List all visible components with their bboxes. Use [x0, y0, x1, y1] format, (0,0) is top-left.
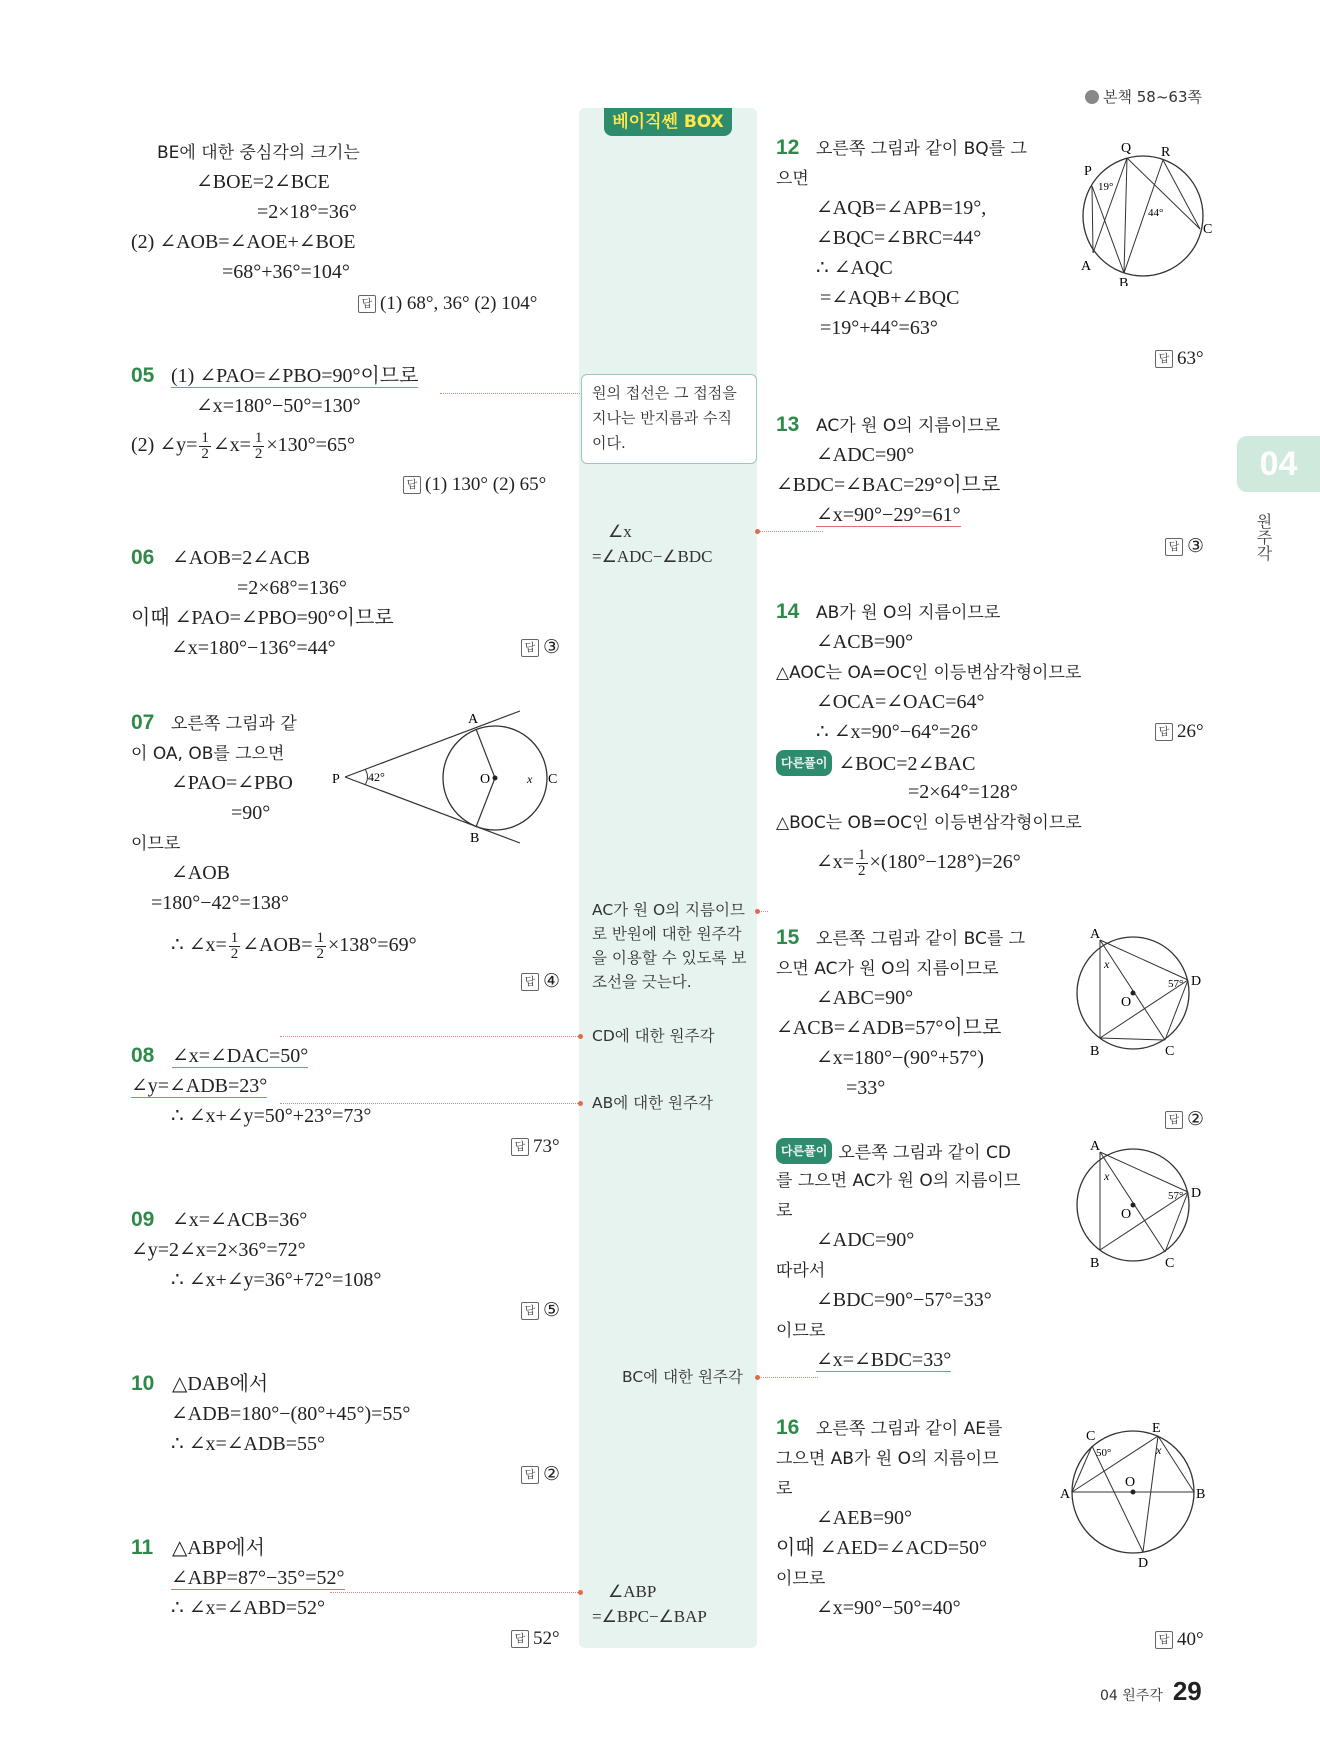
footer — [1100, 1676, 1202, 1707]
p11-line1: △ABP에서 — [172, 1537, 265, 1559]
p14-line5: ∴ ∠x=90°−64°=26° — [816, 721, 979, 743]
figure-12 — [1075, 136, 1215, 286]
p06-line3: 이때 ∠PAO=∠PBO=90°이므로 — [131, 607, 394, 629]
svg-text:A: A — [1081, 259, 1092, 274]
figure-15-alt — [1070, 1138, 1220, 1268]
p15-line5: ∠x=180°−(90°+57°) — [816, 1047, 984, 1069]
svg-text:57°: 57° — [1168, 978, 1184, 990]
p04-line4: (2) ∠AOB=∠AOE+∠BOE — [131, 231, 356, 253]
svg-text:A: A — [468, 712, 479, 727]
p15-line6: =33° — [846, 1077, 886, 1099]
svg-text:x: x — [1104, 957, 1110, 971]
p07-line4: =90° — [231, 802, 271, 824]
svg-text:C: C — [1165, 1256, 1175, 1268]
p09-line2: ∠y=2∠x=2×36°=72° — [131, 1239, 306, 1261]
figure-15 — [1070, 928, 1220, 1058]
p15b-line5: 따라서 — [776, 1261, 826, 1281]
answer-05: 답 (1) 130° (2) 65° — [403, 473, 546, 497]
answer-06: 답 ③ — [521, 636, 560, 660]
p05-line1: (1) ∠PAO=∠PBO=90°이므로 — [171, 365, 419, 387]
p15b-line4: ∠ADC=90° — [816, 1229, 915, 1251]
p15b-line6: ∠BDC=90°−57°=33° — [816, 1289, 992, 1311]
problem-number-11: 11 — [131, 1536, 154, 1559]
answer-15: 답 ② — [1165, 1108, 1204, 1132]
svg-text:x: x — [1156, 1443, 1162, 1457]
note-1b: =∠ADC−∠BDC — [592, 547, 713, 566]
answer-11: 답 52° — [511, 1627, 560, 1651]
svg-text:A: A — [1090, 1139, 1101, 1154]
problem-number-09: 09 — [131, 1208, 155, 1231]
problem-number-05: 05 — [131, 364, 155, 387]
connector-08a — [280, 1036, 580, 1037]
svg-text:R: R — [1161, 145, 1171, 160]
p13-line2: ∠ADC=90° — [816, 444, 915, 466]
svg-text:x: x — [527, 772, 533, 786]
svg-text:A: A — [1090, 928, 1101, 942]
svg-text:50°: 50° — [1096, 1447, 1112, 1459]
alt-solution-badge: 다른풀이 — [776, 750, 832, 776]
svg-text:D: D — [1138, 1556, 1149, 1568]
p07-line6: ∠AOB — [171, 862, 230, 884]
problem-number-16: 16 — [776, 1416, 800, 1439]
p10-line1: △DAB에서 — [172, 1373, 269, 1395]
p12-line3: ∠AQB=∠APB=19°, — [816, 197, 987, 219]
p15-line2: 으면 AC가 원 O의 지름이므로 — [776, 959, 999, 979]
p05-line2: ∠x=180°−50°=130° — [196, 395, 361, 417]
p13-line1: AC가 원 O의 지름이므로 — [816, 416, 1001, 436]
p10-line2: ∠ADB=180°−(80°+45°)=55° — [171, 1403, 411, 1425]
p15b-line3: 로 — [776, 1201, 793, 1221]
answer-04: 답 (1) 68°, 36° (2) 104° — [358, 292, 537, 316]
svg-text:B: B — [1119, 276, 1129, 286]
p15b-line7: 이므로 — [776, 1321, 826, 1341]
p14-line3: △AOC는 OA=OC인 이등변삼각형이므로 — [776, 663, 1082, 683]
note-5: BC에 대한 원주각 — [622, 1368, 743, 1386]
p16-line2: 그으면 AB가 원 O의 지름이므 — [776, 1449, 999, 1469]
p12-line4: ∠BQC=∠BRC=44° — [816, 227, 982, 249]
connector-dot — [755, 909, 760, 914]
problem-number-12: 12 — [776, 136, 800, 159]
svg-text:O: O — [1121, 1207, 1132, 1222]
p12-line6: =∠AQB+∠BQC — [820, 287, 960, 309]
connector-11 — [330, 1592, 580, 1593]
p07-line3: ∠PAO=∠PBO — [171, 772, 293, 794]
svg-text:D: D — [1191, 974, 1202, 989]
problem-number-14: 14 — [776, 600, 800, 623]
svg-text:D: D — [1191, 1186, 1202, 1201]
p14-line8: △BOC는 OB=OC인 이등변삼각형이므로 — [776, 813, 1082, 833]
p14-line9: ∠x= $\frac{1}{2}$ ×(180°−128°)=26° — [816, 847, 1021, 879]
svg-text:P: P — [1084, 164, 1092, 179]
connector-dot — [755, 529, 760, 534]
note-6a: ∠ABP — [608, 1582, 657, 1601]
p07-line5: 이므로 — [131, 834, 181, 854]
svg-text:E: E — [1152, 1421, 1161, 1436]
p14-line7: =2×64°=128° — [908, 781, 1018, 803]
answer-12: 답 63° — [1155, 347, 1204, 371]
svg-text:C: C — [1086, 1429, 1096, 1444]
note-4: AB에 대한 원주각 — [592, 1094, 713, 1112]
p06-line2: =2×68°=136° — [237, 577, 347, 599]
answer-08: 답 73° — [511, 1135, 560, 1159]
p14-line6: 다른풀이 ∠BOC=2∠BAC — [776, 750, 975, 776]
p08-line2: ∠y=∠ADB=23° — [131, 1075, 268, 1097]
p16-line4: ∠AEB=90° — [816, 1507, 913, 1529]
box-title: 베이직쎈 BOX — [604, 108, 732, 136]
svg-text:P: P — [332, 772, 340, 787]
figure-16 — [1060, 1418, 1220, 1568]
svg-text:B: B — [1090, 1256, 1100, 1268]
answer-13: 답 ③ — [1165, 535, 1204, 559]
svg-text:B: B — [1090, 1044, 1100, 1058]
p04-line1: BE에 대한 중심각의 크기는 — [157, 143, 360, 163]
problem-number-08: 08 — [131, 1044, 155, 1067]
connector-dot — [755, 1375, 760, 1380]
p07-line7: =180°−42°=138° — [151, 892, 289, 914]
problem-number-13: 13 — [776, 413, 800, 436]
ref-icon — [1085, 90, 1099, 104]
svg-text:O: O — [1121, 995, 1132, 1010]
chapter-tab[interactable]: 04 — [1237, 436, 1320, 492]
svg-text:x: x — [1104, 1169, 1110, 1183]
p16-line3: 로 — [776, 1479, 793, 1499]
book-ref — [1085, 86, 1202, 107]
alt-solution-badge: 다른풀이 — [776, 1138, 832, 1164]
page-number: 29 — [1172, 1676, 1202, 1706]
p14-line4: ∠OCA=∠OAC=64° — [816, 691, 985, 713]
note-3: CD에 대한 원주각 — [592, 1027, 715, 1045]
svg-text:42°: 42° — [368, 770, 385, 784]
p16-line6: 이므로 — [776, 1569, 826, 1589]
p16-line1: 오른쪽 그림과 같이 AE를 — [816, 1419, 1003, 1439]
p15-line4: ∠ACB=∠ADB=57°이므로 — [776, 1017, 1002, 1039]
problem-number-10: 10 — [131, 1372, 155, 1395]
p09-line3: ∴ ∠x+∠y=36°+72°=108° — [171, 1269, 382, 1291]
p05-line3: (2) ∠y= $\frac{1}{2}$ ∠x= $\frac{1}{2}$ ×130°=65° — [131, 430, 355, 462]
note-tangent: 원의 접선은 그 접점을 지나는 반지름과 수직이다. — [581, 374, 757, 464]
p08-line1: ∠x=∠DAC=50° — [172, 1045, 309, 1067]
p15b-line2: 를 그으면 AC가 원 O의 지름이므 — [776, 1171, 1021, 1191]
p09-line1: ∠x=∠ACB=36° — [172, 1209, 308, 1231]
p15b-line1: 다른풀이 오른쪽 그림과 같이 CD — [776, 1138, 1011, 1165]
p14-line2: ∠ACB=90° — [816, 631, 914, 653]
note-6b: =∠BPC−∠BAP — [592, 1607, 707, 1626]
svg-text:44°: 44° — [1148, 207, 1164, 219]
note-2: AC가 원 O의 지름이므로 반원에 대한 원주각을 이용할 수 있도록 보조선을 긋는다. — [592, 901, 747, 991]
svg-text:Q: Q — [1121, 141, 1132, 156]
connector-13 — [758, 531, 823, 532]
p15-line3: ∠ABC=90° — [816, 987, 914, 1009]
problem-number-15: 15 — [776, 926, 800, 949]
svg-text:C: C — [548, 772, 558, 787]
p11-line3: ∴ ∠x=∠ABD=52° — [171, 1597, 326, 1619]
p13-line3: ∠BDC=∠BAC=29°이므로 — [776, 474, 1001, 496]
answer-10: 답 ② — [521, 1463, 560, 1487]
answer-14: 답 26° — [1155, 720, 1204, 744]
p07-line1: 오른쪽 그림과 같 — [171, 714, 297, 734]
p07-line8: ∴ ∠x= $\frac{1}{2}$ ∠AOB= $\frac{1}{2}$ ×138°=69° — [171, 930, 417, 962]
p15-line1: 오른쪽 그림과 같이 BC를 그 — [816, 929, 1026, 949]
chapter-side-title: 원주각 — [1254, 513, 1273, 561]
ref-text: 본책 58~63쪽 — [1103, 88, 1202, 106]
p06-line4: ∠x=180°−136°=44° — [171, 637, 336, 659]
p04-line5: =68°+36°=104° — [222, 261, 350, 283]
basic-box-column — [579, 108, 757, 1648]
p13-line4: ∠x=90°−29°=61° — [816, 504, 961, 526]
connector-dot — [578, 1101, 583, 1106]
answer-09: 답 ⑤ — [521, 1299, 560, 1323]
figure-07 — [330, 705, 560, 845]
p04-line3: =2×18°=36° — [257, 201, 357, 223]
answer-07: 답 ④ — [521, 970, 560, 994]
svg-text:O: O — [1125, 1475, 1136, 1490]
problem-number-06: 06 — [131, 546, 155, 569]
svg-text:57°: 57° — [1168, 1190, 1184, 1202]
connector-05 — [440, 393, 580, 394]
p15b-line8: ∠x=∠BDC=33° — [816, 1349, 952, 1371]
p08-line3: ∴ ∠x+∠y=50°+23°=73° — [171, 1105, 372, 1127]
svg-text:A: A — [1060, 1487, 1071, 1502]
p10-line3: ∴ ∠x=∠ADB=55° — [171, 1433, 326, 1455]
p07-line2: 이 OA, OB를 그으면 — [131, 744, 285, 764]
p06-line1: ∠AOB=2∠ACB — [172, 547, 311, 569]
svg-text:C: C — [1203, 222, 1213, 237]
connector-dot — [578, 1034, 583, 1039]
footer-chapter: 04 원주각 — [1100, 1688, 1163, 1704]
answer-16: 답 40° — [1155, 1628, 1204, 1652]
p16-line5: 이때 ∠AED=∠ACD=50° — [776, 1537, 988, 1559]
p11-line2: ∠ABP=87°−35°=52° — [171, 1567, 345, 1589]
svg-text:19°: 19° — [1098, 181, 1114, 193]
p12-line7: =19°+44°=63° — [820, 317, 938, 339]
connector-15 — [758, 1377, 818, 1378]
p12-line2: 으면 — [776, 169, 809, 189]
p12-line1: 오른쪽 그림과 같이 BQ를 그 — [816, 139, 1027, 159]
connector-dot — [578, 1590, 583, 1595]
svg-text:B: B — [1196, 1487, 1206, 1502]
p12-line5: ∴ ∠AQC — [816, 257, 893, 279]
svg-text:B: B — [470, 831, 480, 845]
problem-number-07: 07 — [131, 711, 155, 734]
p04-line2: ∠BOE=2∠BCE — [196, 171, 330, 193]
p16-line7: ∠x=90°−50°=40° — [816, 1597, 961, 1619]
svg-text:O: O — [480, 772, 491, 787]
svg-text:C: C — [1165, 1044, 1175, 1058]
p14-line1: AB가 원 O의 지름이므로 — [816, 603, 1001, 623]
note-1a: ∠x — [608, 522, 632, 541]
